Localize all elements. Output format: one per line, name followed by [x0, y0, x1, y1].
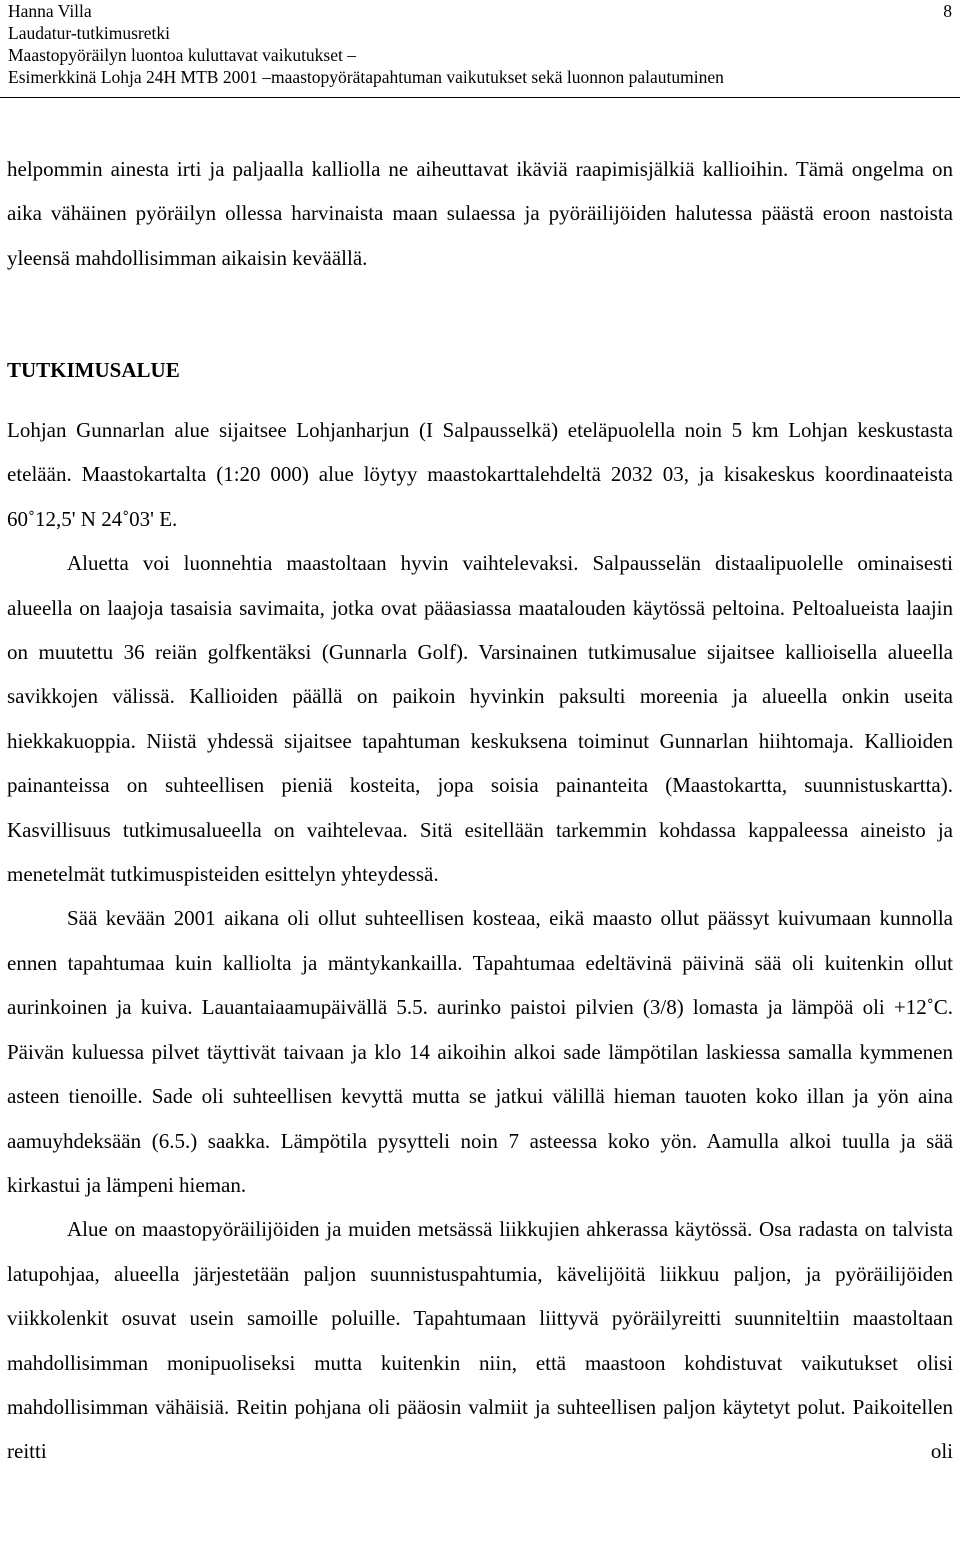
section-body [7, 408, 953, 1474]
header-subtitle: Esimerkkinä Lohja 24H MTB 2001 –maastopyörätapahtuman vaikutukset sekä luonnon palautuminen [8, 67, 724, 87]
paragraph-usage: Alue on maastopyöräilijöiden ja muiden metsässä liikkujien ahkerassa käytössä. Osa radasta on talvista latupohjaa, alueella järjestetään paljon suunnistuspahtumia, kävelijöitä liikkuu paljon, ja pyöräilijöiden viikkolenkit osuvat usein samoille poluille. Tapahtumaan liittyvä pyöräilyreitti suunniteltiin maastoltaan mahdollisimman monipuoliseksi mutta kuitenkin niin, että maastoon kohdistuvat vaikutukset olisi mahdollisimman vähäisiä. Reitin pohjana oli pääosin valmiit ja suhteellisen paljon käytetyt polut. Paikoitellen reitti oli [7, 1217, 953, 1464]
intro-paragraph: helpommin ainesta irti ja paljaalla kalliolla ne aiheuttavat ikäviä raapimisjälkiä kallioihin. Tämä ongelma on aika vähäinen pyöräilyn ollessa harvinaista maan sulaessa ja pyöräilijöiden halutessa päästä eroon nastoista yleensä mahdollisimman aikaisin keväällä. [7, 157, 953, 270]
paragraph-location: Lohjan Gunnarlan alue sijaitsee Lohjanharjun (I Salpausselkä) eteläpuolella noin 5 km Lohjan keskustasta etelään. Maastokartalta (1:20 000) alue löytyy maastokarttalehdeltä 2032 03, ja kisakeskus koordinaateista 60˚12,5' N 24˚03' E. [7, 418, 953, 531]
header-divider [0, 97, 960, 98]
header-series: Laudatur-tutkimusretki [8, 23, 170, 43]
header-title: Maastopyöräilyn luontoa kuluttavat vaikutukset – [8, 45, 356, 65]
section-heading: TUTKIMUSALUE [7, 358, 180, 382]
intro-block [7, 147, 953, 280]
paragraph-terrain: Aluetta voi luonnehtia maastoltaan hyvin vaihtelevaksi. Salpausselän distaalipuolelle ominaisesti alueella on laajoja tasaisia savimaita, jotka ovat pääasiassa maatalouden käytössä peltoina. Peltoalueista laajin on muutettu 36 reiän golfkentäksi (Gunnarla Golf). Varsinainen tutkimusalue sijaitsee kallioisella alueella savikkojen välissä. Kallioiden päällä on paikoin hyvinkin paksulti moreenia ja alueella onkin useita hiekkakuoppia. Niistä yhdessä sijaitsee tapahtuman keskuksena toiminut Gunnarlan hiihtomaja. Kallioiden painanteissa on suhteellisen pieniä kosteita, jopa soisia painanteita (Maastokartta, suunnistuskartta). Kasvillisuus tutkimusalueella on vaihtelevaa. Sitä esitellään tarkemmin kohdassa kappaleessa aineisto ja menetelmät tutkimuspisteiden esittelyn yhteydessä. [7, 551, 953, 887]
paragraph-weather: Sää kevään 2001 aikana oli ollut suhteellisen kosteaa, eikä maasto ollut päässyt kuivumaan kunnolla ennen tapahtumaa kuin kalliolta ja mäntykankailla. Tapahtumaa edeltävinä päivinä sää oli kuitenkin ollut aurinkoinen ja kuiva. Lauantaiaamupäivällä 5.5. aurinko paistoi pilvien (3/8) lomasta ja lämpöä oli +12˚C. Päivän kuluessa pilvet täyttivät taivaan ja klo 14 aikoihin alkoi sade lämpötilan laskiessa samalla kymmenen asteen tienoille. Sade oli suhteellisen kevyttä mutta se jatkui välillä hieman tauoten koko illan ja yön aina aamuyhdeksään (6.5.) saakka. Lämpötila pysytteli noin 7 asteessa koko yön. Aamulla alkoi tuulla ja sää kirkastui ja lämpeni hieman. [7, 906, 953, 1197]
running-header [8, 0, 952, 88]
page-number: 8 [943, 1, 952, 21]
header-author: Hanna Villa [8, 1, 92, 21]
